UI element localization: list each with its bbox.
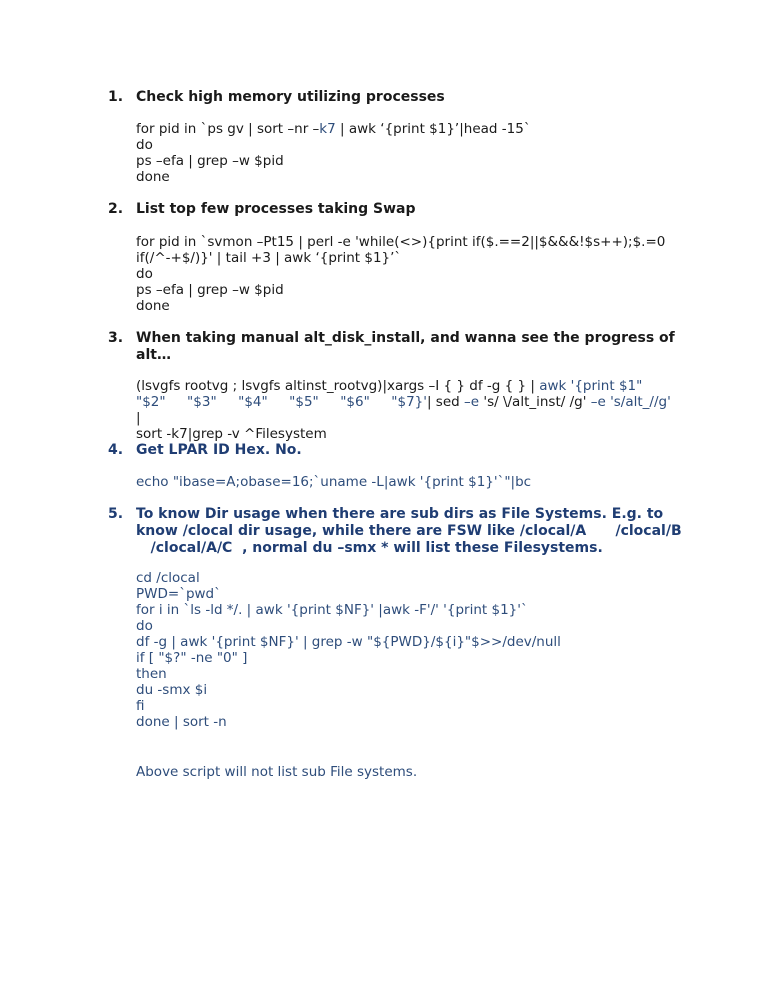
code-text: df -g | awk '{print $NF}' | grep -w "${PWD}/${i}"$>>/dev/null: [136, 634, 561, 650]
code-line: [136, 650, 676, 666]
section-heading: [136, 330, 676, 364]
code-line: [136, 266, 676, 282]
code-text: du -smx $i: [136, 682, 208, 698]
code-line: [136, 121, 676, 137]
code-line: [136, 474, 676, 490]
code-text: | awk ‘{print $1}’|head -15`: [335, 121, 531, 137]
code-text: do: [136, 137, 153, 153]
footer-note: Above script will not list sub File systems.: [136, 764, 418, 780]
code-line: [136, 250, 676, 266]
heading-line: To know Dir usage when there are sub dirs as File Systems. E.g. to: [136, 506, 664, 522]
heading-line: /clocal/A/C , normal du –smx * will list these Filesystems.: [136, 540, 603, 556]
code-text: fi: [136, 698, 145, 714]
section-number: 4.: [108, 442, 124, 458]
code-text: for pid in `ps gv | sort –nr –: [136, 121, 320, 137]
code-line: [136, 586, 676, 602]
code-text: ps –efa | grep –w $pid: [136, 282, 284, 298]
code-text: do: [136, 618, 153, 634]
section-number: 1.: [108, 89, 124, 105]
heading-line: alt…: [136, 347, 171, 363]
code-text: done | sort -n: [136, 714, 227, 730]
code-text: –e: [464, 394, 480, 410]
code-block: [136, 234, 676, 314]
section-heading: List top few processes taking Swap: [136, 201, 416, 217]
section-number: 5.: [108, 506, 124, 522]
code-line: [136, 682, 676, 698]
code-text: for pid in `svmon –Pt15 | perl -e 'while(<>){print if($.==2||$&&&!$s++);$.=0: [136, 234, 666, 250]
code-text: echo "ibase=A;obase=16;`uname -L|awk '{print $1}'`"|bc: [136, 474, 532, 490]
code-line: [136, 282, 676, 298]
heading-line: When taking manual alt_disk_install, and wanna see the progress of: [136, 330, 675, 346]
code-text: for i in `ls -ld */. | awk '{print $NF}' |awk -F'/' '{print $1}'`: [136, 602, 528, 618]
code-text: k7: [319, 121, 336, 137]
code-line: [136, 602, 676, 618]
code-line: [136, 394, 676, 426]
code-text: awk '{print $1": [539, 378, 643, 394]
code-text: sort -k7|grep -v ^Filesystem: [136, 426, 327, 442]
section-number: 2.: [108, 201, 124, 217]
section-heading: [136, 506, 696, 557]
code-line: [136, 714, 676, 730]
code-line: [136, 298, 676, 314]
code-text: | sed: [426, 394, 465, 410]
code-text: –e 's/alt_//g': [590, 394, 671, 410]
code-text: "$2" "$3" "$4" "$5" "$6" "$7}': [136, 394, 427, 410]
section-heading: Check high memory utilizing processes: [136, 89, 445, 105]
code-block: [136, 474, 676, 490]
code-text: then: [136, 666, 167, 682]
code-text: (lsvgfs rootvg ; lsvgfs altinst_rootvg)|xargs –I { } df -g { } |: [136, 378, 540, 394]
code-block: [136, 570, 676, 730]
code-text: PWD=`pwd`: [136, 586, 221, 602]
code-text: |: [136, 394, 676, 426]
section-heading: Get LPAR ID Hex. No.: [136, 442, 302, 458]
code-line: [136, 634, 676, 650]
code-line: [136, 169, 676, 185]
code-line: [136, 698, 676, 714]
code-line: [136, 153, 676, 169]
code-text: if(/^-+$/)}' | tail +3 | awk ‘{print $1}’`: [136, 250, 402, 266]
heading-line: know /clocal dir usage, while there are FSW like /clocal/A /clocal/B: [136, 523, 682, 539]
code-line: [136, 378, 676, 394]
code-block: [136, 121, 676, 185]
code-line: [136, 570, 676, 586]
code-line: [136, 234, 676, 250]
code-line: [136, 137, 676, 153]
code-line: [136, 666, 676, 682]
code-text: 's/ \/alt_inst/ /g': [479, 394, 591, 410]
section-number: 3.: [108, 330, 124, 346]
code-text: done: [136, 169, 170, 185]
code-line: [136, 618, 676, 634]
code-text: if [ "$?" -ne "0" ]: [136, 650, 248, 666]
code-text: cd /clocal: [136, 570, 200, 586]
code-line: [136, 426, 676, 442]
code-block: [136, 378, 676, 442]
code-text: do: [136, 266, 153, 282]
code-text: done: [136, 298, 170, 314]
code-text: ps –efa | grep –w $pid: [136, 153, 284, 169]
